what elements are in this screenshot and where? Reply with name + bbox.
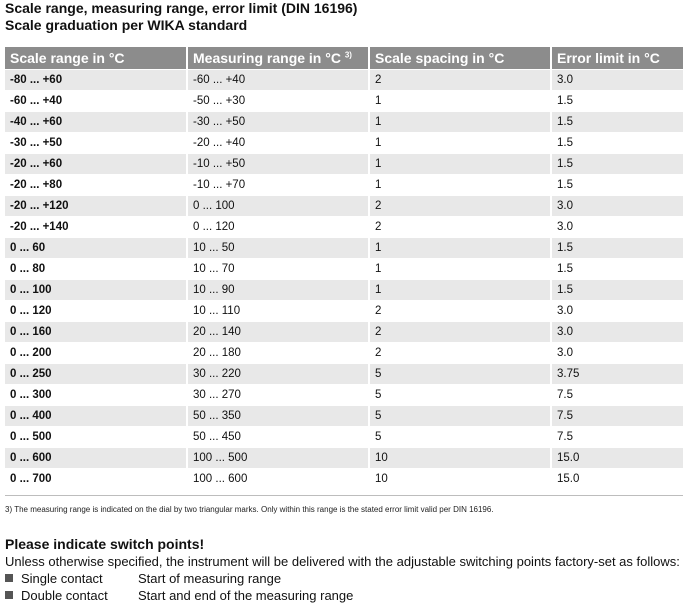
cell-scale-spacing: 2 <box>370 69 552 90</box>
spec-table <box>5 47 683 489</box>
cell-scale-range: -20 ... +80 <box>5 174 188 195</box>
square-bullet-icon <box>5 591 13 599</box>
table-row <box>5 321 683 342</box>
cell-error-limit: 1.5 <box>552 237 683 258</box>
header-scale-range: Scale range in °C <box>5 47 188 69</box>
cell-error-limit: 1.5 <box>552 279 683 300</box>
cell-scale-spacing: 1 <box>370 258 552 279</box>
cell-measuring-range: -20 ... +40 <box>188 132 370 153</box>
table-row <box>5 300 683 321</box>
cell-scale-range: -40 ... +60 <box>5 111 188 132</box>
cell-scale-spacing: 1 <box>370 279 552 300</box>
cell-error-limit: 3.0 <box>552 216 683 237</box>
table-row <box>5 216 683 237</box>
cell-error-limit: 1.5 <box>552 90 683 111</box>
cell-scale-range: 0 ... 60 <box>5 237 188 258</box>
cell-measuring-range: 10 ... 50 <box>188 237 370 258</box>
table-row <box>5 279 683 300</box>
table-row <box>5 174 683 195</box>
table-row <box>5 69 683 90</box>
table-row <box>5 468 683 489</box>
cell-error-limit: 15.0 <box>552 447 683 468</box>
cell-measuring-range: 100 ... 600 <box>188 468 370 489</box>
contact-setting: Start of measuring range <box>138 571 282 586</box>
table-row <box>5 111 683 132</box>
footnote: 3) The measuring range is indicated on the dial by two triangular marks. Only within this range is the stated error limit valid per DIN 16196. <box>5 505 494 514</box>
cell-measuring-range: 10 ... 70 <box>188 258 370 279</box>
cell-error-limit: 1.5 <box>552 153 683 174</box>
cell-error-limit: 7.5 <box>552 405 683 426</box>
table-row <box>5 342 683 363</box>
cell-scale-spacing: 1 <box>370 237 552 258</box>
cell-measuring-range: 30 ... 220 <box>188 363 370 384</box>
cell-scale-range: 0 ... 250 <box>5 363 188 384</box>
cell-scale-spacing: 1 <box>370 132 552 153</box>
cell-scale-range: 0 ... 400 <box>5 405 188 426</box>
cell-measuring-range: 20 ... 140 <box>188 321 370 342</box>
contact-type: Double contact <box>21 588 108 603</box>
cell-scale-spacing: 5 <box>370 405 552 426</box>
cell-error-limit: 3.75 <box>552 363 683 384</box>
cell-measuring-range: -60 ... +40 <box>188 69 370 90</box>
cell-error-limit: 3.0 <box>552 300 683 321</box>
cell-scale-range: -20 ... +140 <box>5 216 188 237</box>
cell-measuring-range: -30 ... +50 <box>188 111 370 132</box>
cell-measuring-range: -50 ... +30 <box>188 90 370 111</box>
cell-error-limit: 1.5 <box>552 111 683 132</box>
cell-scale-spacing: 1 <box>370 174 552 195</box>
table-row <box>5 384 683 405</box>
cell-error-limit: 15.0 <box>552 468 683 489</box>
table-row <box>5 132 683 153</box>
switch-points-text: Unless otherwise specified, the instrument will be delivered with the adjustable switching points factory-set as follows: <box>5 554 680 569</box>
cell-scale-range: -60 ... +40 <box>5 90 188 111</box>
cell-error-limit: 1.5 <box>552 132 683 153</box>
contact-item-double <box>5 588 353 604</box>
cell-measuring-range: 50 ... 450 <box>188 426 370 447</box>
cell-scale-spacing: 10 <box>370 468 552 489</box>
cell-scale-spacing: 5 <box>370 384 552 405</box>
contact-type: Single contact <box>21 571 103 586</box>
cell-error-limit: 7.5 <box>552 426 683 447</box>
cell-scale-range: 0 ... 80 <box>5 258 188 279</box>
table-row <box>5 447 683 468</box>
cell-scale-range: -20 ... +60 <box>5 153 188 174</box>
table-row <box>5 90 683 111</box>
cell-measuring-range: 30 ... 270 <box>188 384 370 405</box>
cell-scale-spacing: 10 <box>370 447 552 468</box>
cell-scale-range: 0 ... 120 <box>5 300 188 321</box>
square-bullet-icon <box>5 574 13 582</box>
header-error-limit: Error limit in °C <box>552 47 683 69</box>
cell-scale-range: 0 ... 160 <box>5 321 188 342</box>
table-header-row <box>5 47 683 69</box>
cell-scale-range: -80 ... +60 <box>5 69 188 90</box>
cell-scale-spacing: 1 <box>370 153 552 174</box>
cell-error-limit: 7.5 <box>552 384 683 405</box>
cell-scale-range: 0 ... 500 <box>5 426 188 447</box>
cell-error-limit: 3.0 <box>552 342 683 363</box>
table-row <box>5 426 683 447</box>
cell-error-limit: 3.0 <box>552 195 683 216</box>
cell-scale-range: -30 ... +50 <box>5 132 188 153</box>
cell-scale-spacing: 2 <box>370 216 552 237</box>
header-measuring-range <box>188 47 370 69</box>
section-title: Scale range, measuring range, error limit (DIN 16196) <box>5 0 358 16</box>
cell-measuring-range: 0 ... 100 <box>188 195 370 216</box>
cell-scale-range: -20 ... +120 <box>5 195 188 216</box>
header-scale-spacing: Scale spacing in °C <box>370 47 552 69</box>
cell-scale-spacing: 2 <box>370 195 552 216</box>
table-body <box>5 69 683 489</box>
cell-scale-spacing: 1 <box>370 90 552 111</box>
cell-measuring-range: -10 ... +50 <box>188 153 370 174</box>
table-row <box>5 153 683 174</box>
cell-scale-spacing: 5 <box>370 363 552 384</box>
cell-scale-range: 0 ... 100 <box>5 279 188 300</box>
cell-scale-spacing: 2 <box>370 342 552 363</box>
divider <box>5 495 683 496</box>
cell-measuring-range: 20 ... 180 <box>188 342 370 363</box>
cell-scale-range: 0 ... 700 <box>5 468 188 489</box>
table-row <box>5 195 683 216</box>
section-subtitle: Scale graduation per WIKA standard <box>5 17 248 33</box>
contact-item-single <box>5 571 281 587</box>
cell-scale-range: 0 ... 600 <box>5 447 188 468</box>
cell-measuring-range: 100 ... 500 <box>188 447 370 468</box>
cell-error-limit: 3.0 <box>552 321 683 342</box>
cell-measuring-range: 0 ... 120 <box>188 216 370 237</box>
switch-points-title: Please indicate switch points! <box>5 536 205 552</box>
cell-scale-spacing: 5 <box>370 426 552 447</box>
table-row <box>5 405 683 426</box>
table-row <box>5 363 683 384</box>
cell-scale-spacing: 2 <box>370 300 552 321</box>
footnote-ref: 3) <box>344 50 352 60</box>
cell-measuring-range: 50 ... 350 <box>188 405 370 426</box>
cell-scale-spacing: 2 <box>370 321 552 342</box>
cell-measuring-range: -10 ... +70 <box>188 174 370 195</box>
cell-scale-spacing: 1 <box>370 111 552 132</box>
table-row <box>5 258 683 279</box>
cell-error-limit: 1.5 <box>552 258 683 279</box>
header-measuring-range-label: Measuring range in °C <box>193 50 341 66</box>
cell-error-limit: 3.0 <box>552 69 683 90</box>
contact-setting: Start and end of the measuring range <box>138 588 354 603</box>
cell-measuring-range: 10 ... 90 <box>188 279 370 300</box>
cell-measuring-range: 10 ... 110 <box>188 300 370 321</box>
table-row <box>5 237 683 258</box>
cell-scale-range: 0 ... 200 <box>5 342 188 363</box>
cell-scale-range: 0 ... 300 <box>5 384 188 405</box>
cell-error-limit: 1.5 <box>552 174 683 195</box>
